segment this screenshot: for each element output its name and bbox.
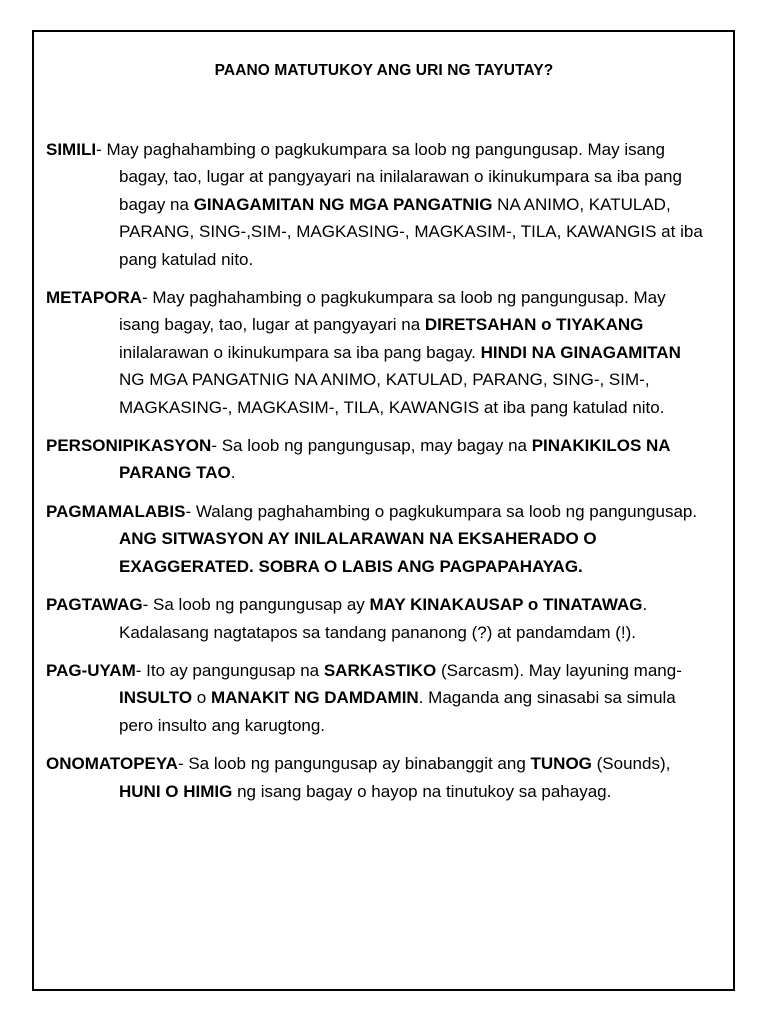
definition-text: NA ANIMO, KATULAD, PARANG, SING-,SIM-, MAGKASING-, MAGKASIM-, TILA, KAWANGIS at iba pang katulad nito. [119,194,703,269]
definition-text: o [192,688,211,708]
definition-onomatopeya [46,750,710,805]
term-label: PAGTAWAG [46,595,143,615]
definition-personipikasyon [46,432,710,487]
definition-text: - Sa loob ng pangungusap, may bagay na [211,436,532,456]
definition-text: . [230,463,236,483]
definition-list [46,136,710,816]
definition-text: (Sarcasm). May layuning mang- [436,660,682,680]
term-label: METAPORA [46,288,143,308]
definition-pag-uyam [46,657,710,739]
definition-text: - Ito ay pangungusap na [135,660,324,680]
document-title: PAANO MATUTUKOY ANG URI NG TAYUTAY? [214,62,554,79]
term-label: SIMILI [46,140,97,159]
definition-text: ng isang bagay o hayop na tinutukoy sa pahayag. [232,781,612,801]
emphasis-text: MAY KINAKAUSAP o TINATAWAG [369,595,643,615]
emphasis-text: DIRETSAHAN o TIYAKANG [424,315,644,335]
definition-text: inilalarawan o ikinukumpara sa iba pang bagay. [119,342,481,362]
emphasis-text: HINDI NA GINAGAMITAN [480,342,681,362]
term-label: ONOMATOPEYA [46,754,178,774]
definition-text: - Sa loob ng pangungusap ay binabanggit ang [177,754,531,774]
emphasis-text: INSULTO [119,688,193,708]
term-label: PERSONIPIKASYON [46,436,212,456]
definition-text: - Sa loob ng pangungusap ay [142,595,370,615]
emphasis-text: PINAKIKILOS NA PARANG TAO [119,436,670,483]
emphasis-text: MANAKIT NG DAMDAMIN [210,688,419,708]
emphasis-text: GINAGAMITAN NG MGA PANGATNIG [193,194,493,214]
definition-text: (Sounds), [591,754,671,774]
emphasis-text: SARKASTIKO [323,660,437,680]
definition-text: NG MGA PANGATNIG NA ANIMO, KATULAD, PARANG, SING-, SIM-, MAGKASING-, MAGKASIM-, TILA, KAWANGIS at iba pang katulad nito. [119,370,665,417]
term-label: PAGMAMALABIS [46,501,186,521]
definition-text: - Walang paghahambing o pagkukumpara sa loob ng pangungusap. [185,501,698,521]
emphasis-text: ANG SITWASYON AY INILALARAWAN NA EKSAHERADO O EXAGGERATED. SOBRA O LABIS ANG PAGPAPAHAYAG. [119,529,597,576]
definition-text: - May paghahambing o pagkukumpara sa loob ng pangungusap. May isang bagay, tao, lugar at pangyayari na [119,288,666,335]
definition-simili [46,136,710,273]
definition-text: - May paghahambing o pagkukumpara sa loob ng pangungusap. May isang bagay, tao, lugar at pangyayari na inilalarawan o ikinukumpara sa iba pang bagay na [96,140,682,214]
definition-text: . Maganda ang sinasabi sa simula pero insulto ang karugtong. [119,688,676,735]
definition-metapora [46,284,710,421]
definition-pagmamalabis [46,498,710,580]
emphasis-text: HUNI O HIMIG [119,781,233,801]
definition-pagtawag [46,591,710,646]
term-label: PAG-UYAM [46,660,136,680]
definition-text: . Kadalasang nagtatapos sa tandang pananong (?) at pandamdam (!). [119,595,648,642]
emphasis-text: TUNOG [530,754,592,774]
